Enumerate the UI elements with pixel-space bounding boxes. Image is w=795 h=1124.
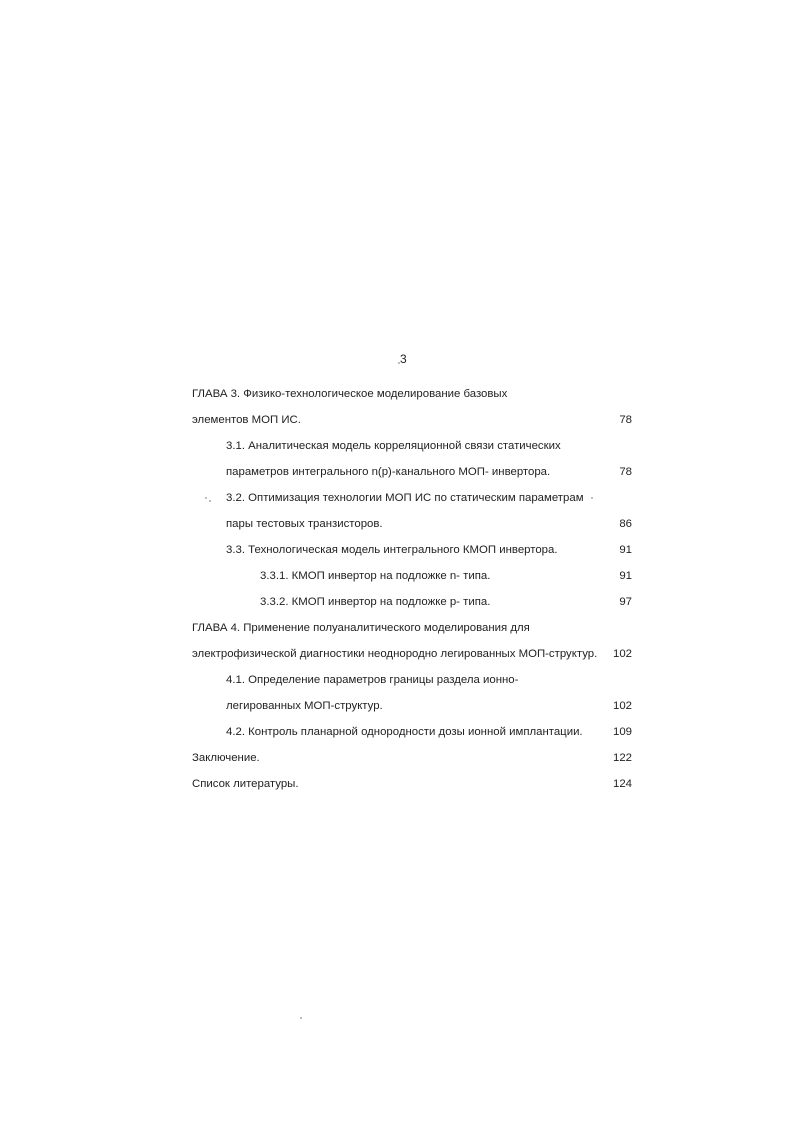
toc-entry-text: ГЛАВА 4. Применение полуаналитического моделирования для	[192, 622, 530, 634]
toc-entry	[192, 384, 634, 410]
toc-entry-text: 4.2. Контроль планарной однородности дозы ионной имплантации.	[226, 726, 583, 738]
toc-entry-page: 124	[612, 778, 632, 790]
toc-entry	[192, 644, 634, 670]
scan-speck	[398, 362, 400, 364]
toc-entry-page: 78	[619, 466, 632, 478]
scan-speck	[209, 500, 211, 502]
toc-entry	[192, 566, 634, 592]
toc-entry-text: 3.1. Аналитическая модель корреляционной связи статических	[226, 440, 561, 452]
toc-entry-page: 109	[612, 726, 632, 738]
toc-entry	[192, 592, 634, 618]
scan-speck	[591, 497, 593, 499]
scan-speck	[205, 497, 207, 499]
toc-entry-page: 86	[619, 518, 632, 530]
toc-entry-text: 3.3. Технологическая модель интегрального КМОП инвертора.	[226, 544, 558, 556]
toc-entry-text: Заключение.	[192, 752, 260, 764]
toc-entry	[192, 670, 634, 696]
toc-entry	[192, 540, 634, 566]
toc-entry-text: легированных МОП-структур.	[226, 700, 383, 712]
toc-entry-page: 102	[612, 648, 632, 660]
toc-entry-page: 91	[619, 570, 632, 582]
toc-entry-text: 3.3.1. КМОП инвертор на подложке n- типа.	[260, 570, 491, 582]
toc-entry-text: параметров интегрального n(p)-канального МОП- инвертора.	[226, 466, 551, 478]
toc-entry-page: 102	[612, 700, 632, 712]
toc-entry	[192, 462, 634, 488]
toc-entry	[192, 722, 634, 748]
toc-entry-text: элементов МОП ИС.	[192, 414, 301, 426]
toc-entry-text: ГЛАВА 3. Физико-технологическое моделирование базовых	[192, 388, 508, 400]
toc-entry	[192, 748, 634, 774]
toc-entry	[192, 436, 634, 462]
page-number: 3	[400, 352, 407, 366]
toc-entry	[192, 618, 634, 644]
toc-entry	[192, 410, 634, 436]
toc-entry	[192, 774, 634, 800]
toc-entry-text: Список литературы.	[192, 778, 299, 790]
toc-entry-text: 4.1. Определение параметров границы раздела ионно-	[226, 674, 519, 686]
toc-entry-page: 97	[619, 596, 632, 608]
toc-entry-page: 122	[612, 752, 632, 764]
toc-entry-page: 91	[619, 544, 632, 556]
scan-speck	[300, 1017, 302, 1019]
toc-entry-text: 3.3.2. КМОП инвертор на подложке p- типа.	[260, 596, 491, 608]
table-of-contents	[192, 384, 634, 800]
toc-entry	[192, 514, 634, 540]
toc-entry-text: электрофизической диагностики неоднородно легированных МОП-структур.	[192, 648, 598, 660]
toc-entry-text: 3.2. Оптимизация технологии МОП ИС по статическим параметрам	[226, 492, 584, 504]
toc-entry	[192, 488, 634, 514]
toc-entry	[192, 696, 634, 722]
toc-entry-text: пары тестовых транзисторов.	[226, 518, 383, 530]
toc-entry-page: 78	[619, 414, 632, 426]
